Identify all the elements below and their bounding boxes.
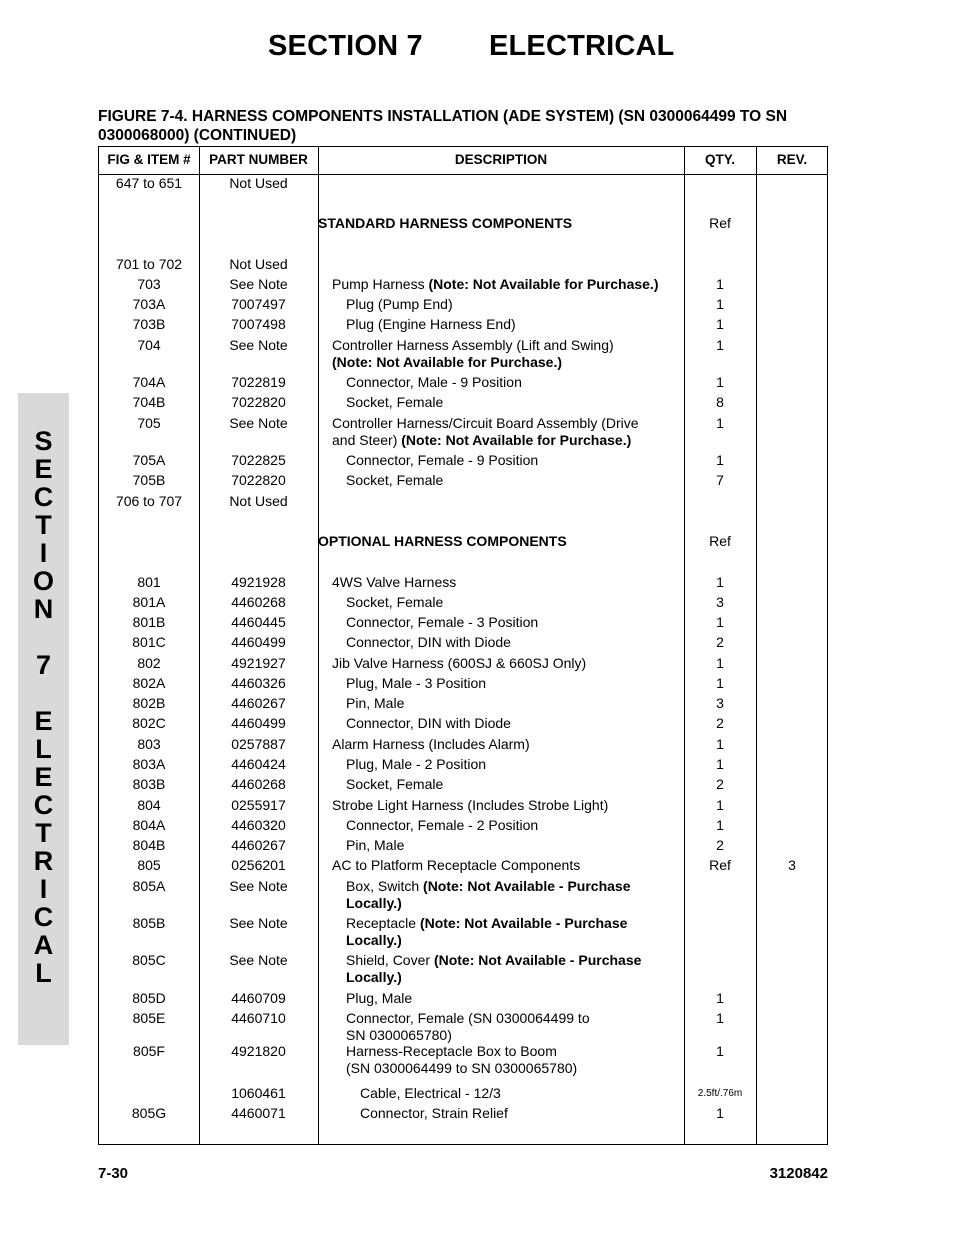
part-number-cell: 7022819 <box>231 374 286 390</box>
fig-item-cell: 647 to 651 <box>115 175 183 191</box>
part-number-cell: 4460267 <box>231 837 286 853</box>
qty-cell: 1 <box>716 296 724 312</box>
qty-cell: 1 <box>716 990 724 1006</box>
part-number-cell: 4460499 <box>231 715 286 731</box>
description-text: Connector, Male - 9 Position <box>346 374 522 390</box>
description-text: Plug, Male - 2 Position <box>346 756 487 772</box>
purchase-note: (Note: Not Available for Purchase.) <box>401 432 632 448</box>
qty-cell: 2 <box>716 715 724 731</box>
fig-item-cell: 805A <box>132 878 166 894</box>
fig-item-cell: 703A <box>132 296 166 312</box>
qty-cell: 2.5ft/.76m <box>697 1088 743 1099</box>
part-number-cell: 0255917 <box>231 797 286 813</box>
description-text: Connector, DIN with Diode <box>346 715 511 731</box>
side-tab-letter: O <box>32 566 54 596</box>
qty-cell: 1 <box>716 316 724 332</box>
qty-cell: 1 <box>716 374 724 390</box>
part-number-cell: 4460499 <box>231 634 286 650</box>
side-tab-letter: C <box>33 482 54 512</box>
qty-cell: 1 <box>716 574 724 590</box>
section-title: SECTION 7 ELECTRICAL <box>268 30 675 62</box>
col-header-fig-item: FIG & ITEM # <box>107 152 191 167</box>
side-tab-letter: C <box>33 790 54 820</box>
qty-cell: Ref <box>709 857 731 873</box>
description-text: Jib Valve Harness (600SJ & 660SJ Only) <box>332 655 587 671</box>
qty-cell: 1 <box>716 736 724 752</box>
purchase-note: (Note: Not Available - Purchase Locally.) <box>346 952 642 985</box>
description-text: Plug, Male - 3 Position <box>346 675 487 691</box>
part-number-cell: 4460445 <box>231 614 286 630</box>
side-tab-letter: L <box>35 958 52 988</box>
side-tab-letter: E <box>34 706 53 736</box>
section-side-tab <box>18 393 69 1045</box>
description-text: Socket, Female <box>346 594 444 610</box>
col-header-description: DESCRIPTION <box>454 152 548 167</box>
fig-item-cell: 805E <box>132 1010 166 1026</box>
description-text: Connector, Strain Relief <box>360 1105 508 1121</box>
qty-cell: 1 <box>716 817 724 833</box>
side-tab-letters <box>18 427 69 987</box>
part-number-cell: See Note <box>229 915 288 931</box>
qty-cell: 7 <box>716 472 724 488</box>
part-number-cell: Not Used <box>229 493 288 509</box>
side-tab-letter: N <box>33 594 54 624</box>
fig-item-cell: 804A <box>132 817 166 833</box>
fig-item-cell: 701 to 702 <box>115 256 183 272</box>
part-number-cell: 4460709 <box>231 990 286 1006</box>
description-text: Connector, DIN with Diode <box>346 634 511 650</box>
qty-cell: 1 <box>716 337 724 353</box>
description-text: Socket, Female <box>346 394 444 410</box>
part-number-cell: 4460326 <box>231 675 286 691</box>
part-number-cell: 4460320 <box>231 817 286 833</box>
description-text: OPTIONAL HARNESS COMPONENTS <box>318 533 567 549</box>
part-number-cell: See Note <box>229 878 288 894</box>
side-tab-letter: L <box>35 734 52 764</box>
description-text: Plug (Engine Harness End) <box>346 316 516 332</box>
part-number-cell: See Note <box>229 952 288 968</box>
fig-item-cell: 805G <box>131 1105 167 1121</box>
purchase-note: (Note: Not Available - Purchase Locally.) <box>346 915 628 948</box>
part-number-cell: 7022820 <box>231 394 286 410</box>
parts-table <box>98 146 828 1145</box>
part-number-cell: 4460710 <box>231 1010 286 1026</box>
fig-item-cell: 703B <box>132 316 166 332</box>
fig-item-cell: 801 <box>137 574 161 590</box>
description-text: Connector, Female - 3 Position <box>346 614 539 630</box>
part-number-cell: 1060461 <box>231 1085 286 1101</box>
side-tab-letter: R <box>33 846 54 876</box>
description-text: Connector, Female (SN 0300064499 to <box>346 1010 590 1026</box>
qty-cell: 1 <box>716 1043 724 1059</box>
qty-cell: 8 <box>716 394 724 410</box>
side-tab-letter: T <box>35 510 52 540</box>
side-tab-letter: I <box>39 874 48 904</box>
purchase-note: (Note: Not Available for Purchase.) <box>428 276 659 292</box>
description-continuation: SN 0300065780) <box>346 1027 452 1043</box>
part-number-cell: 4460424 <box>231 756 286 772</box>
fig-item-cell: 704A <box>132 374 166 390</box>
qty-cell: 2 <box>716 634 724 650</box>
purchase-note: (Note: Not Available - Purchase Locally.) <box>346 878 631 911</box>
qty-cell: 1 <box>716 797 724 813</box>
fig-item-cell: 805F <box>133 1043 165 1059</box>
description-text: Controller Harness Assembly (Lift and Swing) <box>332 337 614 353</box>
part-number-cell: 4460268 <box>231 594 286 610</box>
description-text: Harness-Receptacle Box to Boom <box>346 1043 557 1059</box>
description-text: Plug, Male <box>346 990 413 1006</box>
qty-cell: 1 <box>716 415 724 431</box>
side-tab-letter: S <box>34 426 53 456</box>
fig-item-cell: 801B <box>132 614 166 630</box>
fig-item-cell: 705B <box>132 472 166 488</box>
part-number-cell: 4460267 <box>231 695 286 711</box>
fig-item-cell: 804 <box>137 797 161 813</box>
description-text: Controller Harness/Circuit Board Assembly (Drive <box>332 415 639 431</box>
fig-item-cell: 802A <box>132 675 166 691</box>
fig-item-cell: 705 <box>137 415 161 431</box>
description-text: 4WS Valve Harness <box>332 574 457 590</box>
part-number-cell: 4921927 <box>231 655 286 671</box>
description-text: Pin, Male <box>346 837 405 853</box>
fig-item-cell: 805B <box>132 915 166 931</box>
part-number-cell: See Note <box>229 337 288 353</box>
part-number-cell: 4921928 <box>231 574 286 590</box>
qty-cell: 1 <box>716 614 724 630</box>
qty-cell: 1 <box>716 1105 724 1121</box>
column-divider <box>318 147 319 1144</box>
part-number-cell: 7022820 <box>231 472 286 488</box>
part-number-cell: Not Used <box>229 256 288 272</box>
part-number-cell: 7007498 <box>231 316 286 332</box>
fig-item-cell: 704 <box>137 337 161 353</box>
description-text: Socket, Female <box>346 776 444 792</box>
qty-cell: 1 <box>716 276 724 292</box>
fig-item-cell: 802C <box>132 715 166 731</box>
rev-cell: 3 <box>788 857 796 873</box>
fig-item-cell: 803A <box>132 756 166 772</box>
qty-cell: 3 <box>716 695 724 711</box>
description-text: Receptacle <box>346 915 417 931</box>
description-text: Pin, Male <box>346 695 405 711</box>
part-number-cell: 0257887 <box>231 736 286 752</box>
qty-cell: 1 <box>716 756 724 772</box>
col-header-part-number: PART NUMBER <box>209 152 308 167</box>
side-tab-letter: E <box>34 762 53 792</box>
side-tab-letter: E <box>34 454 53 484</box>
figure-caption: FIGURE 7-4. HARNESS COMPONENTS INSTALLATION (ADE SYSTEM) (SN 0300064499 TO SN 0300068000) (CONTINUED) <box>98 108 788 144</box>
qty-cell: 2 <box>716 776 724 792</box>
description-text: Connector, Female - 2 Position <box>346 817 539 833</box>
part-number-cell: 7007497 <box>231 296 286 312</box>
description-continuation: (SN 0300064499 to SN 0300065780) <box>346 1060 578 1076</box>
fig-item-cell: 804B <box>132 837 166 853</box>
description-continuation: and Steer) <box>332 432 398 448</box>
qty-cell: 1 <box>716 452 724 468</box>
side-tab-letter: A <box>33 930 54 960</box>
fig-item-cell: 803 <box>137 736 161 752</box>
column-divider <box>756 147 757 1144</box>
description-text: Alarm Harness (Includes Alarm) <box>332 736 530 752</box>
part-number-cell: 7022825 <box>231 452 286 468</box>
fig-item-cell: 805C <box>132 952 166 968</box>
fig-item-cell: 802B <box>132 695 166 711</box>
description-text: Shield, Cover <box>346 952 431 968</box>
fig-item-cell: 801C <box>132 634 166 650</box>
qty-cell: 3 <box>716 594 724 610</box>
qty-cell: Ref <box>709 215 731 231</box>
side-tab-letter: T <box>35 818 52 848</box>
description-text: AC to Platform Receptacle Components <box>332 857 581 873</box>
fig-item-cell: 703 <box>137 276 161 292</box>
fig-item-cell: 803B <box>132 776 166 792</box>
qty-cell: 1 <box>716 675 724 691</box>
description-text: Pump Harness <box>332 276 425 292</box>
description-text: Strobe Light Harness (Includes Strobe Light) <box>332 797 609 813</box>
part-number-cell: 4460268 <box>231 776 286 792</box>
fig-item-cell: 805 <box>137 857 161 873</box>
fig-item-cell: 805D <box>132 990 166 1006</box>
purchase-note: (Note: Not Available for Purchase.) <box>332 354 563 370</box>
qty-cell: 1 <box>716 655 724 671</box>
part-number-cell: Not Used <box>229 175 288 191</box>
fig-item-cell: 801A <box>132 594 166 610</box>
fig-item-cell: 706 to 707 <box>115 493 183 509</box>
side-tab-letter: I <box>39 538 48 568</box>
part-number-cell: See Note <box>229 276 288 292</box>
qty-cell: 1 <box>716 1010 724 1026</box>
description-text: Cable, Electrical - 12/3 <box>360 1085 501 1101</box>
description-text: Connector, Female - 9 Position <box>346 452 539 468</box>
part-number-cell: 4460071 <box>231 1105 286 1121</box>
description-text: Socket, Female <box>346 472 444 488</box>
part-number-cell: See Note <box>229 415 288 431</box>
fig-item-cell: 802 <box>137 655 161 671</box>
qty-cell: 2 <box>716 837 724 853</box>
page-number: 7-30 <box>98 1165 129 1182</box>
document-number: 3120842 <box>769 1165 828 1182</box>
description-text: Plug (Pump End) <box>346 296 453 312</box>
fig-item-cell: 704B <box>132 394 166 410</box>
qty-cell: Ref <box>709 533 731 549</box>
part-number-cell: 0256201 <box>231 857 286 873</box>
description-text: Box, Switch <box>346 878 420 894</box>
fig-item-cell: 705A <box>132 452 166 468</box>
side-tab-letter: C <box>33 902 54 932</box>
col-header-qty: QTY. <box>704 152 735 167</box>
part-number-cell: 4921820 <box>231 1043 286 1059</box>
side-tab-letter: 7 <box>35 650 52 680</box>
description-text: STANDARD HARNESS COMPONENTS <box>318 215 573 231</box>
col-header-rev: REV. <box>776 152 808 167</box>
